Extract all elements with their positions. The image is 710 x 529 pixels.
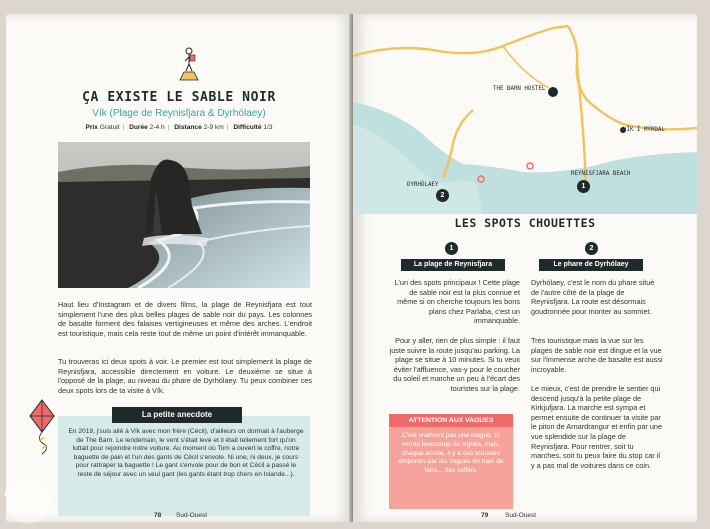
distance-label: Distance <box>174 124 202 131</box>
spot1-label: La plage de Reynisfjara <box>401 259 505 271</box>
trip-meta: Prix Gratuit | Durée 2-4 h | Distance 2-9 km | Difficulté 1/3 <box>85 124 273 131</box>
spots-title: LES SPOTS CHOUETTES <box>454 216 596 230</box>
spots-intro-paragraph: Tu trouveras ici deux spots à voir. Le premier est tout simplement la plage de Reynisfjara, accessible directement en voiture. Le deuxième se situe à l'opposé de la plage, au niveau du phare de Dyrhólaey. Tu peux combiner ces deux spots lors de ta visite à Vík. <box>58 357 312 395</box>
anecdote-label: La petite anecdote <box>112 407 242 423</box>
spot2-text-1: Dyrhólaey, c'est le nom du phare situé de l'autre côté de la plage de Reynisfjara. La route est désormais goudronnée pour monter au sommet. <box>531 278 655 316</box>
map-label-vik: VÍK Í MÝRDAL <box>623 127 665 133</box>
right-page <box>353 14 697 522</box>
spot1-text-1: L'un des spots principaux ! Cette plage de sable noir est la plus connue et même si on cherche toujours les bons plans chez Parlaba, c'est un immanquable. <box>394 278 520 326</box>
section-name-right: Sud-Ouest <box>505 512 537 519</box>
map-label-reynisfjara: REYNISFJARA BEACH <box>571 171 631 177</box>
duration-value: 2-4 h <box>149 124 165 131</box>
spot2-text-3: Le mieux, c'est de prendre le sentier qui descend jusqu'à la petite plage de Kirkjufjara. La marche est sympa et permet ensuite de continuer ta visite par le piton de Arnardrangur et enfin par une vue splendide sur la plage de Reynisfjara. Pour rentrer, soit tu marches, soit tu peux faire du stop car il y a pas mal de voitures dans ce coin. <box>531 384 663 470</box>
intro-paragraph: Haut lieu d'Instagram et de divers films, la plage de Reynisfjara est tout simplement l'une des plus belles plages de sable noir du pays. Les colonnes de basalte forment des falaises vertigineuses et même des arches. L'endroit est touristique, mais cela reste tout de même un point d'intérêt immanquable. <box>58 300 312 338</box>
price-value: Gratuit <box>99 124 120 131</box>
distance-value: 2-9 km <box>203 124 224 131</box>
page-title: ÇA EXISTE LE SABLE NOIR <box>82 90 276 105</box>
spot1-number: 1 <box>445 242 458 255</box>
duration-label: Durée <box>129 124 148 131</box>
left-page <box>6 14 352 522</box>
page-number-right: 79 <box>481 512 489 519</box>
open-book <box>6 4 704 525</box>
map-label-barn: THE BARN HOSTEL <box>493 86 546 92</box>
section-name-left: Sud-Ouest <box>176 512 208 519</box>
page-subtitle: Vík (Plage de Reynisfjara & Dyrhólaey) <box>92 108 266 119</box>
black-sand-beach-photo <box>58 142 310 288</box>
map-marker-2: 2 <box>436 189 449 202</box>
area-map <box>353 14 697 214</box>
attention-label: ATTENTION AUX VAGUES <box>389 414 513 427</box>
watermark-line-2: Voyage <box>10 501 42 513</box>
hiker-doodle-icon <box>178 42 200 82</box>
spot1-text-2: Pour y aller, rien de plus simple : il faut juste suivre la route jusqu'au parking. La plage se situe à 10 minutes. Si tu veux éviter l'affluence, vas-y pour le coucher du soleil et marche un peu à l'écart des touristes sur la plage. <box>389 336 520 393</box>
difficulty-label: Difficulté <box>233 124 262 131</box>
difficulty-value: 1/3 <box>263 124 273 131</box>
spot2-label: Le phare de Dyrhólaey <box>539 259 643 271</box>
anecdote-text: En 2019, j'suis allé à Vík avec mon frère (Cécil), d'ailleurs on dormait à l'auberge de The Barn. Le lendemain, le vent s'était levé et il était tellement fort qu'on luttait pour rejoindre notre voiture. Au moment où Tom a ouvert le coffre, notre baguette de pain et l'un des gants de Cécil s'envole. Ni une, ni deux, je cours pour rattraper la baguette ! Le gant s'envole pour de bon et Cécil a passé le reste de séjour avec un seul gant (les gants étant trop chers en Islande...). <box>68 428 304 478</box>
page-number-left: 78 <box>154 512 162 519</box>
kite-icon <box>24 398 60 456</box>
spot2-number: 2 <box>585 242 598 255</box>
spot2-text-2: Très touristique mais la vue sur les plages de sable noir est dingue et la vue sur l'immense arche de basalte est aussi incroyable. <box>531 336 663 374</box>
attention-text: C'est vraiment pas une blague, tu verras beaucoup de signes, mais, chaque année, il y a des touristes emportés par les vagues en train de faire... des selfies. <box>398 432 504 475</box>
price-label: Prix <box>85 124 98 131</box>
librairie-voyage-watermark <box>0 474 60 526</box>
map-label-dyrholaey: DYRHÓLAEY <box>407 182 439 188</box>
watermark-line-1: Librairie <box>4 487 44 499</box>
map-marker-1: 1 <box>577 180 590 193</box>
